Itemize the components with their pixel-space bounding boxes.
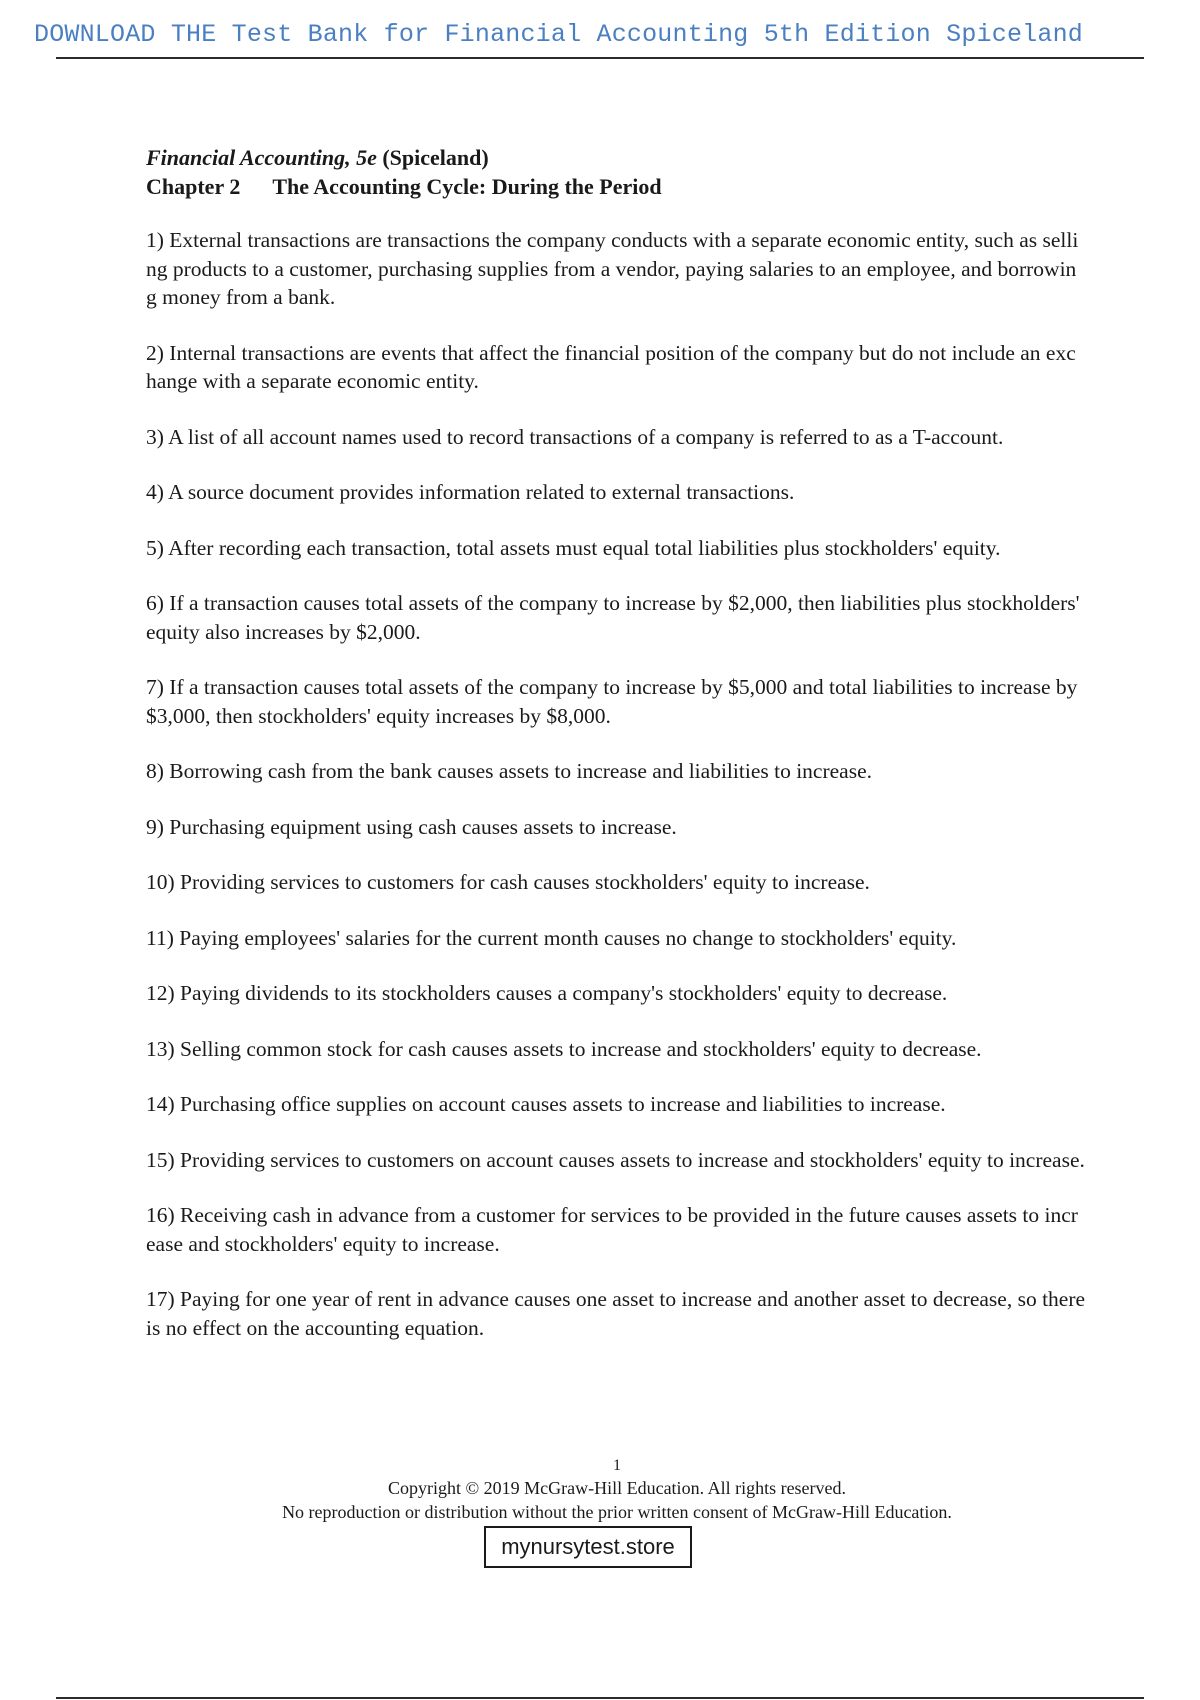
question-item: 12) Paying dividends to its stockholders causes a company's stockholders' equity to decrease. [146, 981, 948, 1005]
top-divider [56, 57, 1144, 59]
question-item: 7) If a transaction causes total assets of the company to increase by $5,000 and total liabilities to increase by $3,000, then stockholders' equity increases by $8,000. [146, 675, 1078, 728]
download-banner: DOWNLOAD THE Test Bank for Financial Accounting 5th Edition Spiceland [34, 20, 1083, 49]
chapter-label: Chapter 2 [146, 174, 241, 199]
chapter-line [146, 172, 662, 201]
question-item: 16) Receiving cash in advance from a customer for services to be provided in the future causes assets to increase and stockholders' equity to increase. [146, 1203, 1078, 1256]
question-item: 2) Internal transactions are events that affect the financial position of the company but do not include an exchange with a separate economic entity. [146, 340, 1076, 393]
question-item: 9) Purchasing equipment using cash causes assets to increase. [146, 814, 677, 839]
question-item: 17) Paying for one year of rent in advance causes one asset to increase and another asset to decrease, so there is no effect on the accounting equation. [146, 1287, 1086, 1340]
book-title: Financial Accounting, 5e [146, 145, 377, 170]
document-header [146, 143, 662, 201]
book-title-line [146, 143, 662, 172]
question-item: 4) A source document provides information related to external transactions. [146, 480, 795, 504]
question-item: 3) A list of all account names used to record transactions of a company is referred to as a T-account. [146, 424, 1004, 449]
chapter-title: The Accounting Cycle: During the Period [272, 174, 662, 199]
reproduction-notice: No reproduction or distribution without the prior written consent of McGraw-Hill Education. [282, 1502, 952, 1522]
question-item: 10) Providing services to customers for cash causes stockholders' equity to increase. [146, 870, 870, 894]
question-item: 14) Purchasing office supplies on account causes assets to increase and liabilities to increase. [146, 1092, 946, 1116]
page-number: 1 [613, 1457, 621, 1474]
question-item: 11) Paying employees' salaries for the current month causes no change to stockholders' equity. [146, 925, 957, 950]
question-item: 15) Providing services to customers on account causes assets to increase and stockholders' equity to increase. [146, 1147, 1085, 1172]
question-item: 5) After recording each transaction, total assets must equal total liabilities plus stockholders' equity. [146, 535, 1001, 560]
question-item: 1) External transactions are transactions the company conducts with a separate economic entity, such as selling products to a customer, purchasing supplies from a vendor, paying salaries to an employee, and borrowing money from a bank. [146, 228, 1079, 309]
question-item: 8) Borrowing cash from the bank causes assets to increase and liabilities to increase. [146, 759, 872, 783]
site-stamp: mynursytest.store [484, 1526, 692, 1568]
question-item: 6) If a transaction causes total assets of the company to increase by $2,000, then liabilities plus stockholders' equity also increases by $2,000. [146, 591, 1080, 644]
question-list [146, 226, 1086, 1369]
bottom-divider [56, 1697, 1144, 1699]
copyright-notice: Copyright © 2019 McGraw-Hill Education. All rights reserved. [387, 1478, 847, 1498]
page-footer [0, 1456, 1200, 1524]
question-item: 13) Selling common stock for cash causes assets to increase and stockholders' equity to decrease. [146, 1036, 982, 1061]
book-author: (Spiceland) [382, 145, 489, 170]
